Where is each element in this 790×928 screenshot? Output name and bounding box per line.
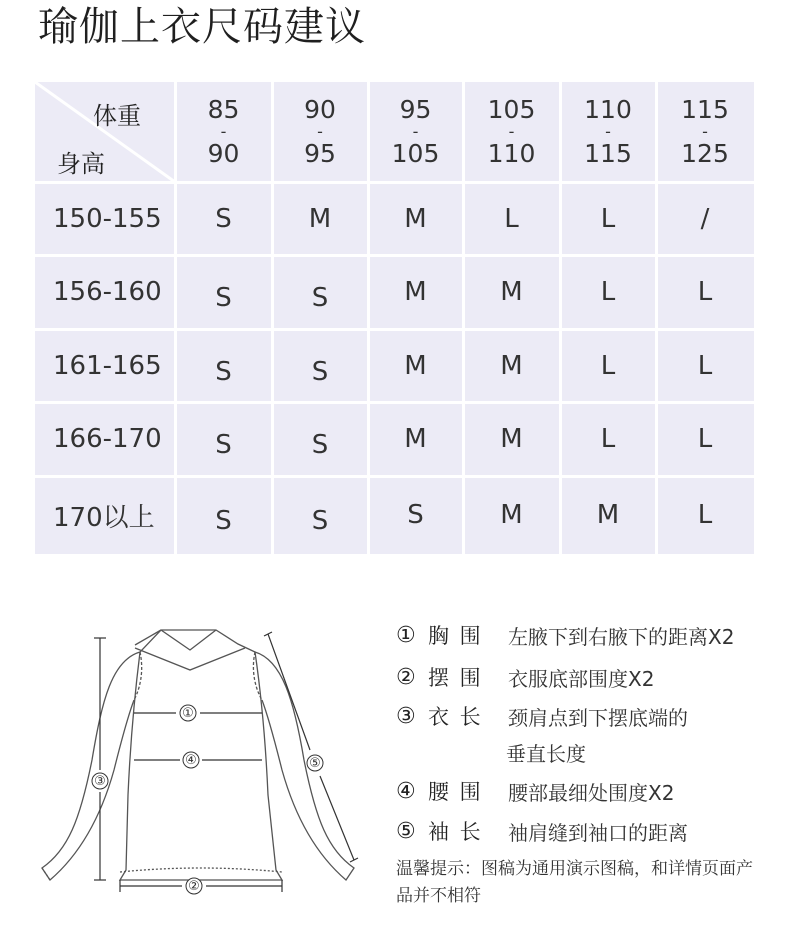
size-cell: S (215, 356, 232, 387)
corner-height-label: 身高 (57, 150, 105, 178)
size-cell: L (697, 350, 713, 381)
size-cell: M (404, 277, 427, 307)
height-cell: 170以上 (53, 502, 155, 533)
legend-item-length: ③ 衣 长 颈肩点到下摆底端的 (396, 703, 688, 730)
page-title: 瑜伽上衣尺码建议 (38, 4, 366, 50)
size-cell: L (600, 277, 616, 307)
shirt-diagram (30, 620, 370, 900)
marker-waist: ④ (185, 753, 197, 768)
height-cell: 166-170 (53, 424, 162, 454)
size-cell: L (504, 203, 519, 234)
size-table (35, 82, 754, 554)
marker-chest: ① (182, 706, 194, 721)
legend-item-chest: ① 胸 围 左腋下到右腋下的距离X2 (396, 622, 735, 649)
height-cell: 156-160 (53, 277, 162, 307)
marker-hem: ② (188, 879, 200, 894)
weight-header-1: 85 - 90 (207, 95, 240, 168)
size-cell: L (697, 500, 713, 530)
size-cell: L (697, 424, 713, 454)
size-cell: M (500, 500, 523, 530)
weight-header-4: 105 - 110 (487, 95, 536, 168)
size-cell: L (600, 203, 616, 234)
legend-item-sleeve: ⑤ 袖 长 袖肩缝到袖口的距离 (396, 818, 688, 845)
disclaimer-note: 温馨提示：图稿为通用演示图稿，和详情页面产品并不相符 (396, 859, 753, 906)
size-cell: / (700, 203, 710, 234)
height-cell: 161-165 (53, 350, 162, 381)
size-cell: S (311, 430, 329, 460)
size-cell: L (600, 350, 616, 381)
size-cell: M (404, 350, 427, 381)
size-cell: S (311, 356, 329, 387)
size-cell: M (500, 350, 523, 381)
corner-weight-label: 体重 (93, 102, 141, 130)
size-cell: M (308, 203, 332, 234)
height-cell: 150-155 (53, 203, 162, 234)
size-cell: S (215, 283, 232, 313)
size-cell: M (404, 203, 427, 234)
legend-item-waist: ④ 腰 围 腰部最细处围度X2 (396, 778, 675, 805)
weight-header-3: 95 - 105 (391, 95, 440, 168)
size-cell: S (215, 430, 232, 460)
weight-header-5: 110 - 115 (584, 95, 632, 168)
marker-length: ③ (94, 774, 106, 789)
size-cell: S (311, 283, 329, 313)
weight-header-2: 90 - 95 (304, 95, 336, 168)
size-cell: S (407, 500, 424, 530)
size-cell: L (600, 424, 616, 454)
weight-header-6: 115 - 125 (681, 95, 729, 168)
size-cell: L (697, 277, 713, 307)
size-cell: M (500, 424, 523, 454)
legend-item-hem: ② 摆 围 衣服底部围度X2 (396, 664, 655, 691)
size-cell: M (500, 277, 523, 307)
size-cell: S (311, 506, 329, 536)
size-cell: S (215, 506, 232, 536)
size-cell: S (215, 203, 232, 234)
legend-item-length-cont: 垂直长度 (506, 742, 586, 766)
size-cell: M (596, 500, 620, 530)
marker-sleeve: ⑤ (309, 756, 321, 771)
size-cell: M (404, 424, 427, 454)
